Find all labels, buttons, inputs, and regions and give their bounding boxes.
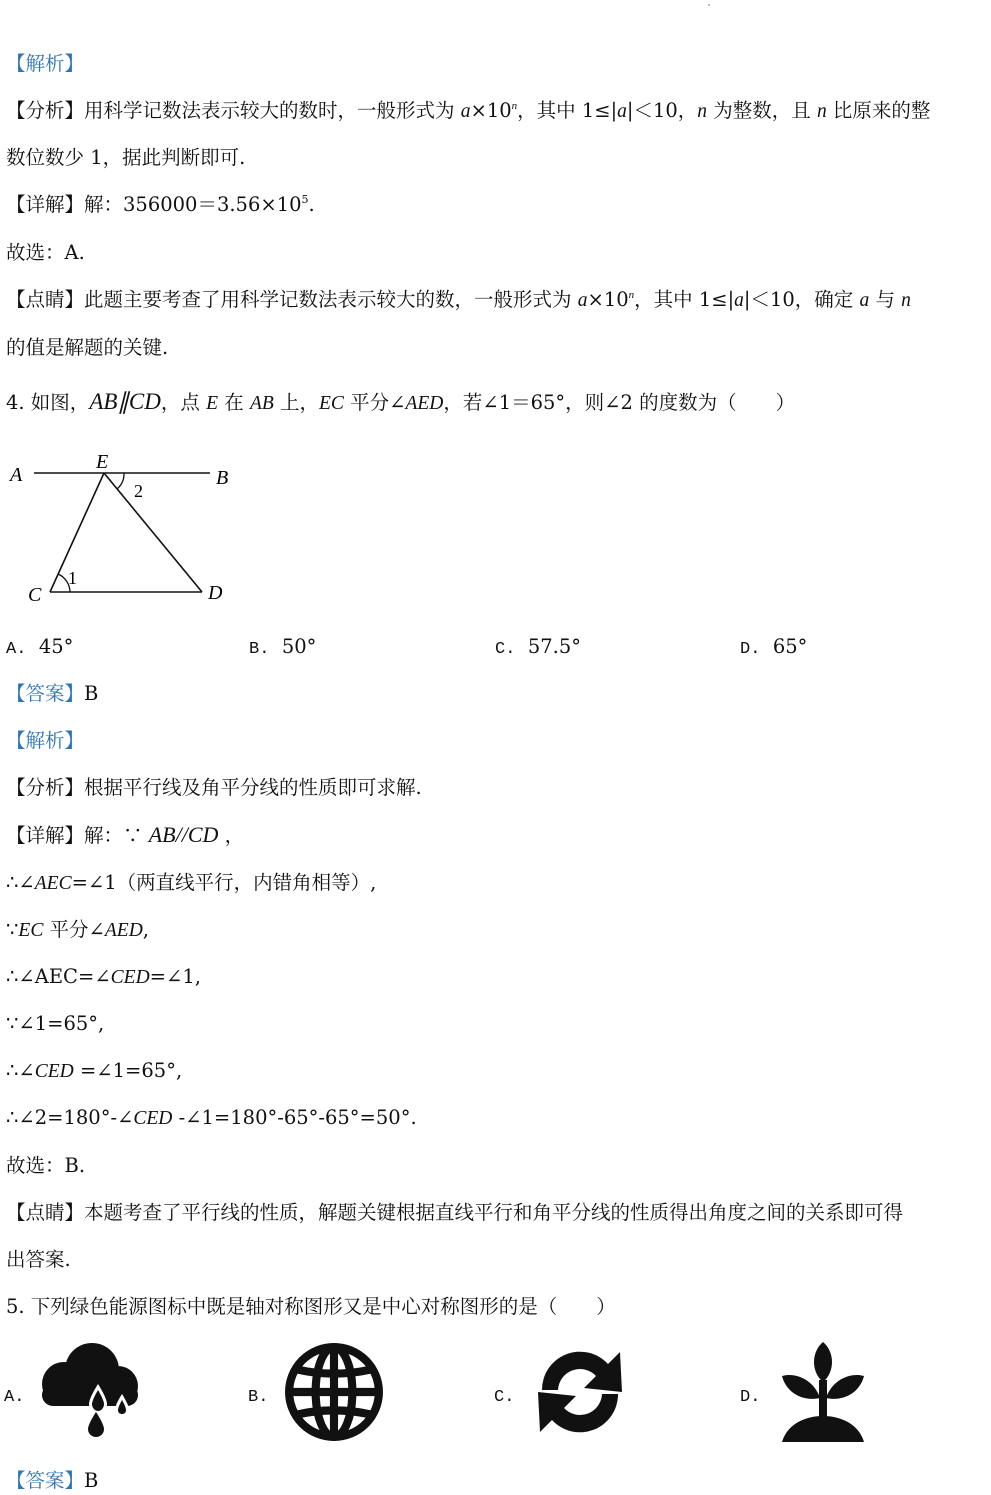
label-a: A (10, 464, 23, 486)
q4-fenxi: 【分析】根据平行线及角平分线的性质即可求解. (6, 776, 422, 799)
label-angle1: 1 (68, 568, 77, 588)
q4-geometry-figure (0, 445, 240, 615)
q4-option-b[interactable]: B. 50° (249, 635, 317, 659)
q4-answer: 【答案】B (6, 682, 99, 705)
q5-answer: 【答案】B (6, 1469, 99, 1492)
q4-step1: ∴∠AEC=∠1（两直线平行，内错角相等）, (6, 871, 377, 894)
analysis-tag-q3: 【解析】 (6, 52, 85, 75)
q3-xiangjie: 【详解】解：$356000=3.56\times 10^5$. (6, 193, 315, 216)
q4-xiangjie: 【详解】解：∵ AB//CD ， (6, 822, 245, 847)
globe-icon (283, 1341, 385, 1443)
q4-option-c[interactable]: C. 57.5° (495, 635, 581, 659)
q4-guxuan: 故选：B. (6, 1154, 86, 1177)
label-b: B (216, 467, 229, 489)
q5-option-d-label[interactable]: D. (740, 1388, 761, 1407)
q5-stem: 5. 下列绿色能源图标中既是轴对称图形又是中心对称图形的是（ ） (6, 1295, 616, 1318)
rain-cloud-icon (36, 1340, 142, 1440)
q4-option-d[interactable]: D. 65° (740, 635, 808, 659)
label-angle2: 2 (134, 481, 143, 501)
q3-dianjing-line1: 【点睛】此题主要考查了用科学记数法表示较大的数，一般形式为 $a\times 10^n$，其中 1≤|a|＜10，确定 a 与 n (6, 288, 911, 311)
recycle-arrows-icon (524, 1342, 636, 1442)
scan-speck (708, 4, 710, 6)
q4-step6: ∴∠2=180°-∠CED -∠1=180°-65°-65°=50°. (6, 1106, 417, 1129)
analysis-tag-q4: 【解析】 (6, 729, 85, 752)
segment-ed (104, 473, 202, 592)
q4-dianjing-line2: 出答案. (6, 1248, 71, 1271)
q3-guxuan: 故选：A. (6, 241, 85, 264)
q4-step4: ∵∠1=65°, (6, 1012, 105, 1035)
q5-option-c-label[interactable]: C. (494, 1388, 515, 1407)
label-c: C (28, 584, 42, 606)
q4-option-a[interactable]: A. 45° (6, 635, 74, 659)
angle2-arc (117, 473, 124, 489)
q5-option-b-label[interactable]: B. (248, 1388, 269, 1407)
q3-fenxi-line2: 数位数少 1，据此判断即可. (6, 146, 246, 169)
q4-step3: ∴∠AEC=∠CED=∠1, (6, 965, 201, 988)
label-d: D (208, 582, 223, 604)
q5-option-a-label[interactable]: A. (4, 1388, 25, 1407)
q4-step2: ∵EC 平分∠AED, (6, 918, 149, 941)
sprout-icon (778, 1340, 868, 1444)
q4-stem: 4. 如图，AB∥CD，点 E 在 AB 上，EC 平分∠AED，若∠1＝65°，则∠2 的度数为（ ） (6, 389, 796, 414)
q3-fenxi-line1: 【分析】用科学记数法表示较大的数时，一般形式为 $a\times 10^n$，其中 1≤|a|＜10，n 为整数，且 n 比原来的整 (6, 99, 931, 122)
q4-step5: ∴∠CED =∠1=65°, (6, 1059, 183, 1082)
q3-dianjing-line2: 的值是解题的关键. (6, 336, 169, 359)
q4-dianjing-line1: 【点睛】本题考查了平行线的性质，解题关键根据直线平行和角平分线的性质得出角度之间的关系即可得 (6, 1201, 904, 1224)
label-e: E (96, 451, 109, 473)
